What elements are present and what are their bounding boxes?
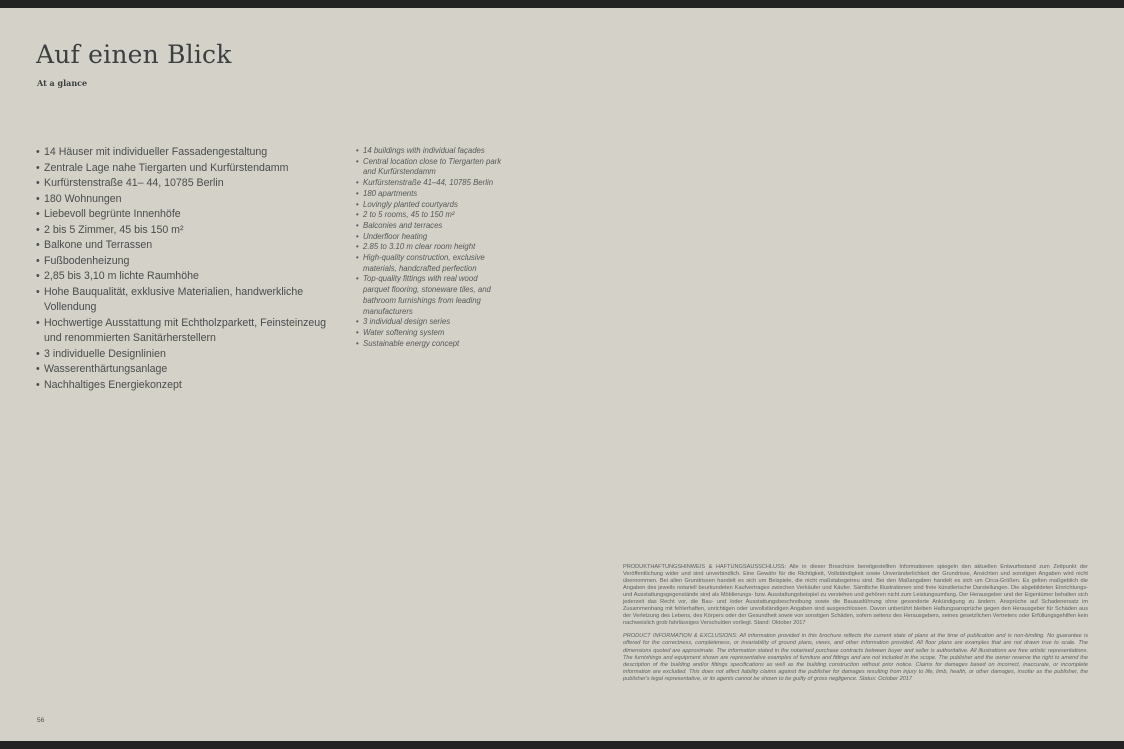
feature-item-en: • Water softening system (356, 328, 506, 339)
page-number: 56 (37, 717, 45, 724)
page-subtitle: At a glance (37, 78, 88, 88)
feature-item-en: • 2 to 5 rooms, 45 to 150 m² (356, 210, 506, 221)
feature-item-de: • 2,85 bis 3,10 m lichte Raumhöhe (36, 269, 346, 285)
disclaimer-english: PRODUCT INFORMATION & EXCLUSIONS: All information provided in this brochure reflects the current state of plans at the time of publication and is non-binding. No guarantee is offered for the correctness, completeness, or invariability of ground plans, views, and other information provided. All floor plans are examples that are not drawn true to scale. The dimensions quoted are approximate. The information stated in the notarised purchase contracts between buyer and seller is authoritative. All illustrations are free artistic representations. The furnishings and equipment shown are representative examples of furniture and fittings and are not included in the scope. The publisher and the owner reserve the right to amend the description of the building and/or fittings specifications as well as the building construction without prior notice. Claims for damages based on incorrect, inaccurate, or incomplete information are excluded. This does not affect liability claims against the publisher for damages resulting from injury to life, limb, health, or other damages, insofar as the publisher, the publisher's legal representative, or its agents cannot be shown to be guilty of gross negligence. Status: October 2017 (623, 633, 1088, 682)
feature-item-en: • Central location close to Tiergarten park and Kurfürstendamm (356, 157, 506, 178)
feature-item-de: • Hochwertige Ausstattung mit Echtholzparkett, Feinsteinzeug und renommierten Sanitärherstellern (36, 316, 346, 347)
feature-item-de: • Nachhaltiges Energiekonzept (36, 378, 346, 394)
feature-item-de: • Kurfürstenstraße 41– 44, 10785 Berlin (36, 176, 346, 192)
feature-item-en: • Lovingly planted courtyards (356, 200, 506, 211)
feature-item-en: • 2.85 to 3.10 m clear room height (356, 242, 506, 253)
feature-item-en: • Underfloor heating (356, 232, 506, 243)
page-title: Auf einen Blick (36, 40, 232, 69)
disclaimer-german: PRODUKTHAFTUNGSHINWEIS & HAFTUNGSAUSSCHLUSS: Alle in dieser Broschüre bereitgestellten Informationen spiegeln den aktuellen Entwurfsstand zum Zeitpunkt der Veröffentlichung wider und sind unverbindlich. Eine Gewähr für die Richtigkeit, Vollständigkeit sowie Unveränderlichkeit der Grundrisse, Ansichten und sonstigen Angaben wird nicht übernommen. Bei allen Grundrissen handelt es sich um Beispiele, die nicht maßstabsgetreu sind. Bei den Maßangaben handelt es sich um Circa-Größen. Es gelten maßgeblich die Angaben des jeweils notariell beurkundeten Kaufvertrages zwischen Verkäufer und Käufer. Sämtliche Illustrationen sind freie künstlerische Darstellungen. Die abgebildeten Einrichtungs- und Ausstattungsgegenstände sind als Möblierungs- bzw. Ausstattungsbeispiel zu verstehen und gehören nicht zum Leistungsumfang. Der Herausgeber und der Eigentümer behalten sich jederzeit das Recht vor, die Bau- und /oder Ausstattungsbeschreibung sowie die Bauausführung ohne gesonderte Ankündigung zu ändern. Ansprüche auf Schadenersatz im Zusammenhang mit fehlerhaften, unrichtigen oder unvollständigen Angaben sind ausgeschlossen. Davon unberührt bleiben Haftungsansprüche gegen den Herausgeber für Schäden aus der Verletzung des Lebens, des Körpers oder der Gesundheit sowie von sonstigen Schäden, sofern seitens des Herausgebers, seines gesetzlichen Vertreters oder Erfüllungsgehilfen kein nachweislich grob fahrlässiges Verschulden vorliegt. Stand: Oktober 2017 (623, 564, 1088, 627)
bottom-frame-bar (0, 741, 1124, 749)
feature-item-en: • Kurfürstenstraße 41–44, 10785 Berlin (356, 178, 506, 189)
feature-item-de: • 180 Wohnungen (36, 192, 346, 208)
top-frame-bar (0, 0, 1124, 8)
legal-disclaimer (623, 564, 1088, 683)
feature-item-en: • Top-quality fittings with real wood parquet flooring, stoneware tiles, and bathroom furnishings from leading manufacturers (356, 274, 506, 317)
feature-item-de: • Wasserenthärtungsanlage (36, 362, 346, 378)
feature-item-de: • 3 individuelle Designlinien (36, 347, 346, 363)
feature-item-en: • Balconies and terraces (356, 221, 506, 232)
feature-item-de: • Fußbodenheizung (36, 254, 346, 270)
feature-item-en: • Sustainable energy concept (356, 339, 506, 350)
feature-item-en: • High-quality construction, exclusive materials, handcrafted perfection (356, 253, 506, 274)
feature-item-de: • Zentrale Lage nahe Tiergarten und Kurfürstendamm (36, 161, 346, 177)
feature-item-de: • Hohe Bauqualität, exklusive Materialien, handwerkliche Vollendung (36, 285, 346, 316)
feature-item-de: • 14 Häuser mit individueller Fassadengestaltung (36, 145, 346, 161)
feature-item-de: • 2 bis 5 Zimmer, 45 bis 150 m² (36, 223, 346, 239)
feature-item-en: • 14 buildings with individual façades (356, 146, 506, 157)
feature-item-en: • 3 individual design series (356, 317, 506, 328)
brochure-page (0, 8, 1124, 741)
feature-list-english (356, 146, 506, 349)
feature-item-de: • Liebevoll begrünte Innenhöfe (36, 207, 346, 223)
feature-list-german (36, 145, 346, 393)
feature-item-de: • Balkone und Terrassen (36, 238, 346, 254)
feature-item-en: • 180 apartments (356, 189, 506, 200)
